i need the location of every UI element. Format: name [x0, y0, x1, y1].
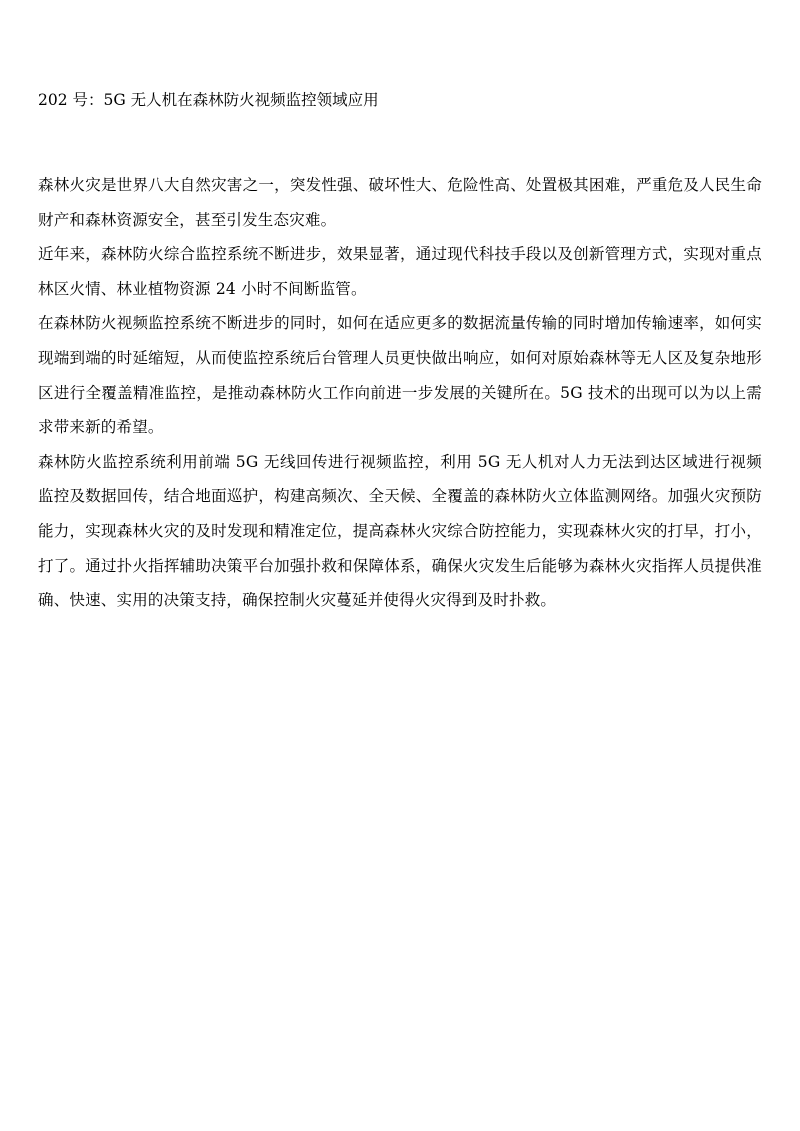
document-body [38, 168, 762, 618]
paragraph-5g-drone-solution: 森林防火监控系统利用前端 5G 无线回传进行视频监控，利用 5G 无人机对人力无法到达区域进行视频监控及数据回传，结合地面巡护，构建高频次、全天候、全覆盖的森林防火立体监测网络。加强火灾预防能力，实现森林火灾的及时发现和精准定位，提高森林火灾综合防控能力，实现森林火灾的打早，打小，打了。通过扑火指挥辅助决策平台加强扑救和保障体系，确保火灾发生后能够为森林火灾指挥人员提供准确、快速、实用的决策支持，确保控制火灾蔓延并使得火灾得到及时扑救。 [38, 452, 762, 610]
paragraph-forest-fire-intro: 森林火灾是世界八大自然灾害之一，突发性强、破坏性大、危险性高、处置极其困难，严重危及人民生命财产和森林资源安全，甚至引发生态灾难。 [38, 176, 762, 229]
document-title: 202 号：5G 无人机在森林防火视频监控领域应用 [38, 91, 379, 109]
paragraph-5g-challenges: 在森林防火视频监控系统不断进步的同时，如何在适应更多的数据流量传输的同时增加传输速率，如何实现端到端的时延缩短，从而使监控系统后台管理人员更快做出响应，如何对原始森林等无人区及复杂地形区进行全覆盖精准监控，是推动森林防火工作向前进一步发展的关键所在。5G 技术的出现可以为以上需求带来新的希望。 [38, 314, 762, 437]
paragraph-monitoring-progress: 近年来，森林防火综合监控系统不断进步，效果显著，通过现代科技手段以及创新管理方式，实现对重点林区火情、林业植物资源 24 小时不间断监管。 [38, 245, 762, 298]
